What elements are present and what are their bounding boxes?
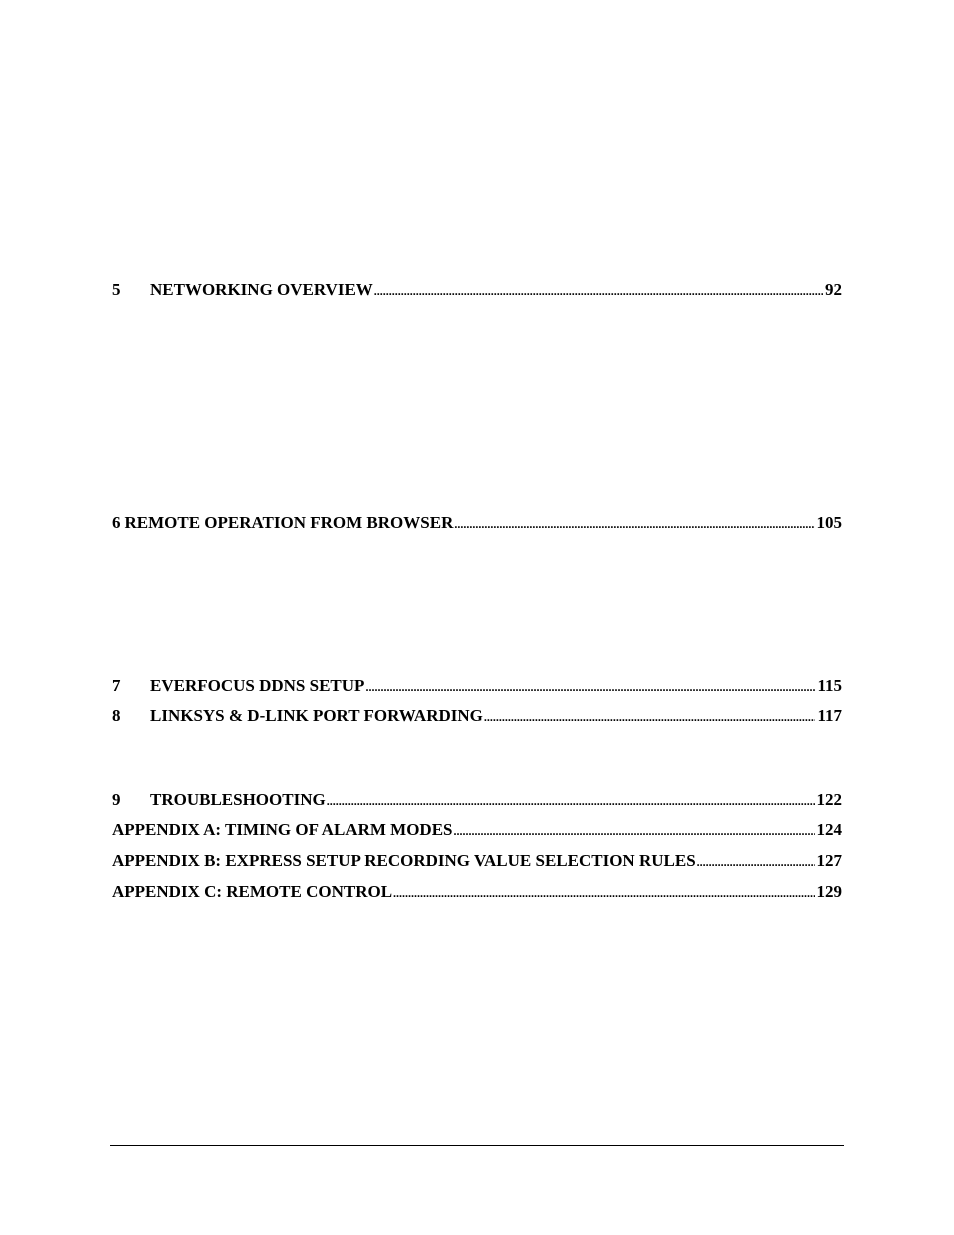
toc-entry[interactable] xyxy=(112,675,842,697)
toc-entry-number: 7 xyxy=(112,676,121,695)
toc-entry-title[interactable]: APPENDIX B: EXPRESS SETUP RECORDING VALUE SELECTION RULES xyxy=(112,851,696,870)
toc-entry-title[interactable]: APPENDIX C: REMOTE CONTROL xyxy=(112,882,393,901)
toc-entry-page[interactable]: 92 xyxy=(825,280,842,299)
toc-entry[interactable] xyxy=(112,789,842,811)
toc-entry-page[interactable]: 129 xyxy=(816,882,842,901)
toc-dot-leader xyxy=(374,279,823,302)
toc-entry-page[interactable]: 117 xyxy=(817,706,842,725)
footer-rule xyxy=(110,1145,844,1146)
toc-entry-title[interactable]: APPENDIX A: TIMING OF ALARM MODES xyxy=(112,820,453,839)
toc-entry[interactable] xyxy=(112,850,842,872)
toc-dot-leader xyxy=(484,705,816,728)
toc-entry[interactable] xyxy=(112,279,842,301)
toc-entry-number: 6 xyxy=(112,513,121,532)
toc-dot-leader xyxy=(697,850,815,873)
toc-dot-leader xyxy=(393,881,814,904)
toc-entry-page[interactable]: 124 xyxy=(816,820,842,839)
toc-entry-number: 5 xyxy=(112,280,121,299)
toc-dot-leader xyxy=(365,675,815,698)
toc-dot-leader xyxy=(454,512,814,535)
toc-entry[interactable] xyxy=(112,705,842,727)
toc-dot-leader xyxy=(453,819,814,842)
toc-entry[interactable] xyxy=(112,819,842,841)
toc-entry-number: 9 xyxy=(112,790,121,809)
toc-dot-leader xyxy=(327,789,815,812)
toc-entry-page[interactable]: 115 xyxy=(817,676,842,695)
toc-entry-page[interactable]: 127 xyxy=(816,851,842,870)
toc-entry-title[interactable]: NETWORKING OVERVIEW xyxy=(150,280,373,299)
toc-entry-page[interactable]: 105 xyxy=(816,513,842,532)
toc-entry[interactable] xyxy=(112,512,842,534)
toc-entry-title[interactable]: REMOTE OPERATION FROM BROWSER xyxy=(124,513,454,532)
toc-entry[interactable] xyxy=(112,881,842,903)
toc-entry-title[interactable]: EVERFOCUS DDNS SETUP xyxy=(150,676,365,695)
toc-entry-page[interactable]: 122 xyxy=(816,790,842,809)
toc-entry-title[interactable]: TROUBLESHOOTING xyxy=(150,790,326,809)
toc-entry-title[interactable]: LINKSYS & D-LINK PORT FORWARDING xyxy=(150,706,483,725)
toc-entry-number: 8 xyxy=(112,706,121,725)
